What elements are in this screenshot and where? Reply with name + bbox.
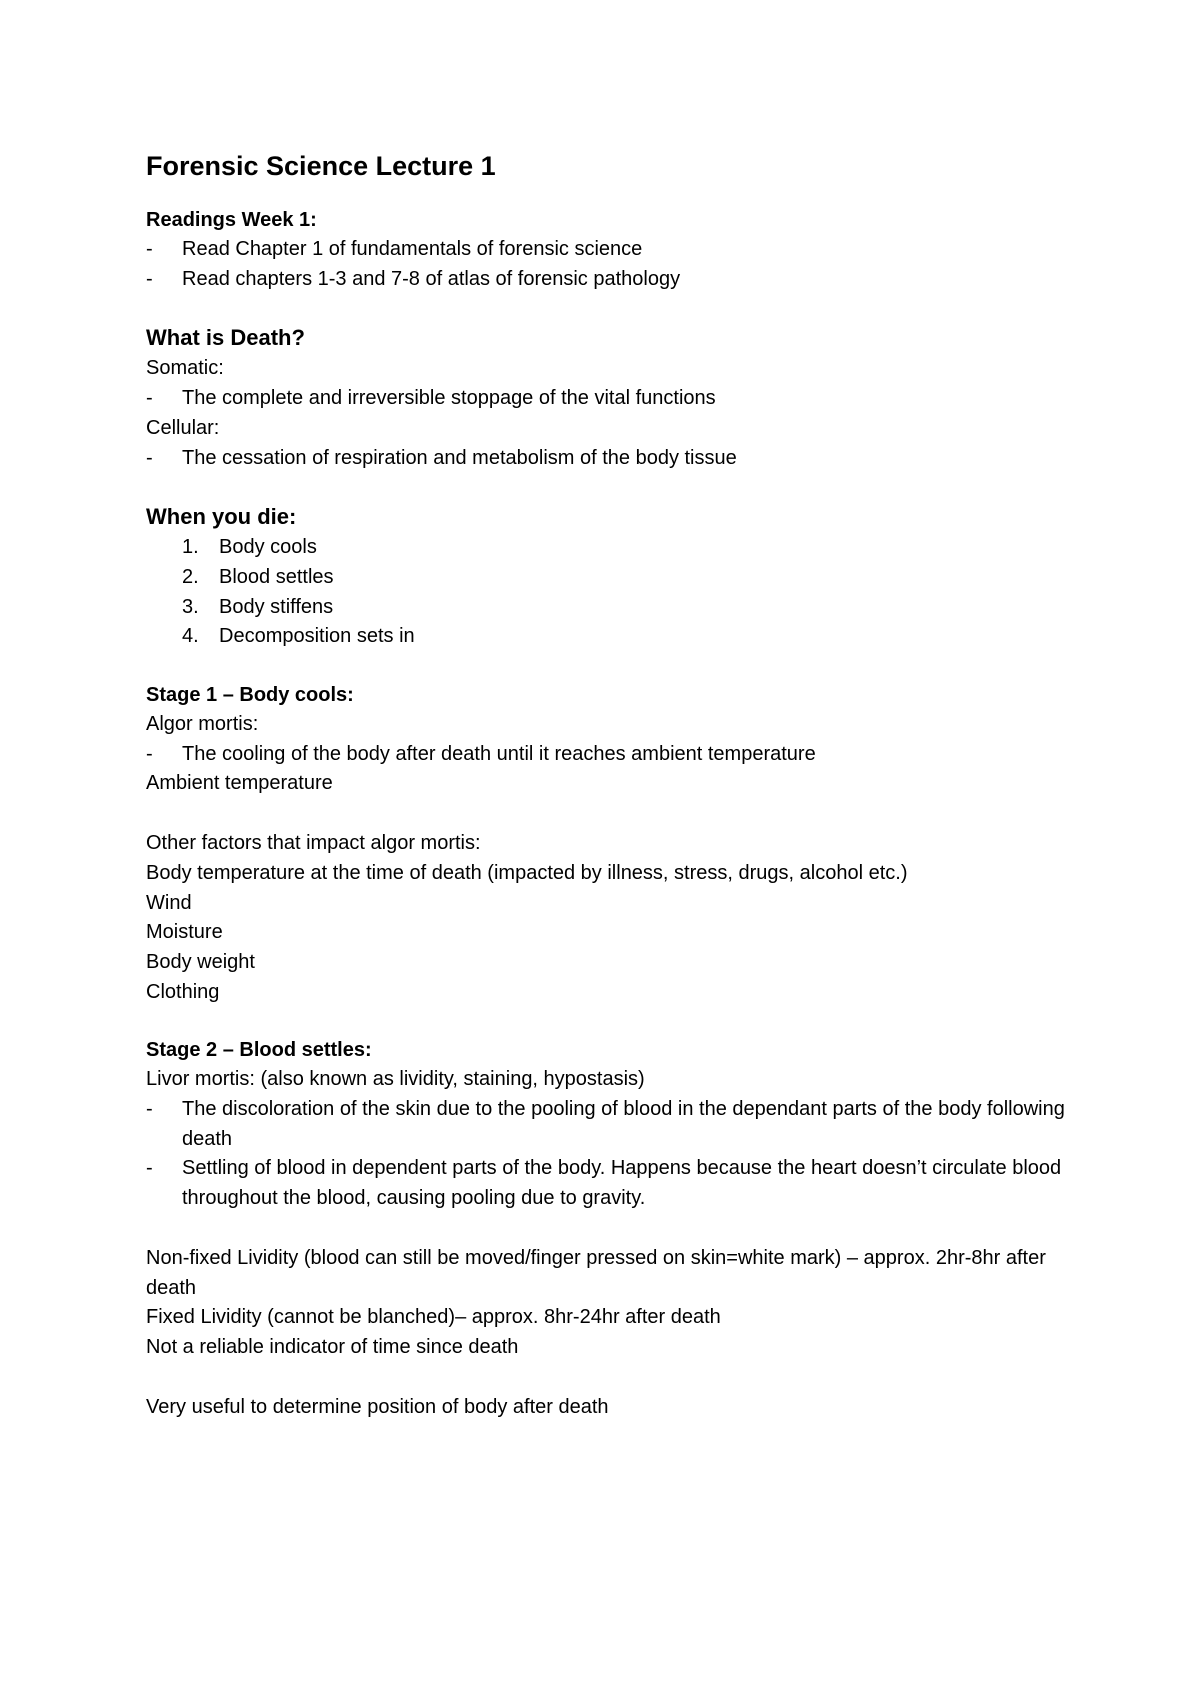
livor-label: Livor mortis: (also known as lividity, staining, hypostasis): [146, 1068, 645, 1091]
factors-label: Other factors that impact algor mortis:: [146, 832, 481, 855]
dash-bullet: -: [146, 238, 153, 260]
livor-item-text: The discoloration of the skin due to the pooling of blood in the dependant parts of the body following death: [182, 1098, 1065, 1150]
stage1-section: [146, 680, 1066, 1007]
item-number: 3.: [182, 595, 199, 618]
numbered-item: [146, 622, 1066, 652]
nonfixed-lividity: Non-fixed Lividity (blood can still be moved/finger pressed on skin=white mark) – approx. 2hr-8hr after death: [146, 1246, 1046, 1299]
somatic-label: Somatic:: [146, 357, 224, 380]
somatic-item: [146, 384, 1066, 414]
fixed-lividity: Fixed Lividity (cannot be blanched)– approx. 8hr-24hr after death: [146, 1306, 721, 1329]
cellular-item: [146, 444, 1066, 474]
algor-item-text: The cooling of the body after death until it reaches ambient temperature: [182, 742, 816, 765]
item-number: 2.: [182, 565, 199, 588]
stage2-section: [146, 1035, 1066, 1422]
reliability-note: Not a reliable indicator of time since death: [146, 1335, 519, 1358]
dash-bullet: -: [146, 1157, 153, 1180]
item-number: 4.: [182, 625, 199, 648]
spacer: [146, 1007, 1066, 1035]
numbered-item: [146, 593, 1066, 623]
readings-item: [146, 265, 1066, 295]
cellular-label: Cellular:: [146, 416, 220, 439]
dash-bullet: -: [146, 267, 153, 290]
dash-bullet: -: [146, 742, 153, 765]
spacer: [146, 294, 1066, 322]
item-text: Body cools: [219, 536, 317, 559]
when-you-die-heading: When you die:: [146, 504, 297, 530]
factor-item: Wind: [146, 891, 192, 914]
stage1-heading: Stage 1 – Body cools:: [146, 684, 354, 707]
readings-heading: Readings Week 1:: [146, 209, 317, 231]
dash-bullet: -: [146, 446, 153, 469]
dash-bullet: -: [146, 1098, 153, 1121]
factor-item: Moisture: [146, 921, 223, 944]
readings-section: [146, 205, 1066, 294]
spacer: [146, 473, 1066, 501]
livor-item: [146, 1095, 1066, 1154]
when-you-die-section: [146, 501, 1066, 652]
spacer: [146, 1363, 1066, 1393]
item-text: Body stiffens: [219, 595, 334, 618]
readings-item: [146, 235, 1066, 265]
algor-label: Algor mortis:: [146, 713, 259, 736]
spacer: [146, 799, 1066, 829]
stage2-heading: Stage 2 – Blood settles:: [146, 1039, 372, 1062]
usefulness-note: Very useful to determine position of body after death: [146, 1395, 609, 1418]
livor-item: [146, 1154, 1066, 1213]
algor-item: [146, 740, 1066, 770]
item-text: Blood settles: [219, 565, 334, 588]
factor-item: Clothing: [146, 980, 220, 1003]
numbered-item: [146, 533, 1066, 563]
document-page: [146, 148, 1066, 1422]
cellular-item-text: The cessation of respiration and metabolism of the body tissue: [182, 446, 737, 469]
spacer: [146, 1214, 1066, 1244]
readings-item-text: Read Chapter 1 of fundamentals of forensic science: [182, 238, 643, 260]
numbered-item: [146, 563, 1066, 593]
factor-item: Body temperature at the time of death (impacted by illness, stress, drugs, alcohol etc.): [146, 861, 908, 884]
death-heading: What is Death?: [146, 325, 305, 351]
readings-item-text: Read chapters 1-3 and 7-8 of atlas of forensic pathology: [182, 267, 681, 290]
item-number: 1.: [182, 536, 199, 559]
item-text: Decomposition sets in: [219, 625, 415, 648]
spacer: [146, 652, 1066, 680]
dash-bullet: -: [146, 387, 153, 410]
document-title: Forensic Science Lecture 1: [146, 151, 496, 181]
ambient-temperature: Ambient temperature: [146, 772, 333, 795]
factor-item: Body weight: [146, 950, 255, 973]
somatic-item-text: The complete and irreversible stoppage of the vital functions: [182, 387, 716, 410]
livor-item-text: Settling of blood in dependent parts of the body. Happens because the heart doesn’t circulate blood throughout the blood, causing pooling due to gravity.: [182, 1157, 1062, 1210]
death-section: [146, 322, 1066, 473]
